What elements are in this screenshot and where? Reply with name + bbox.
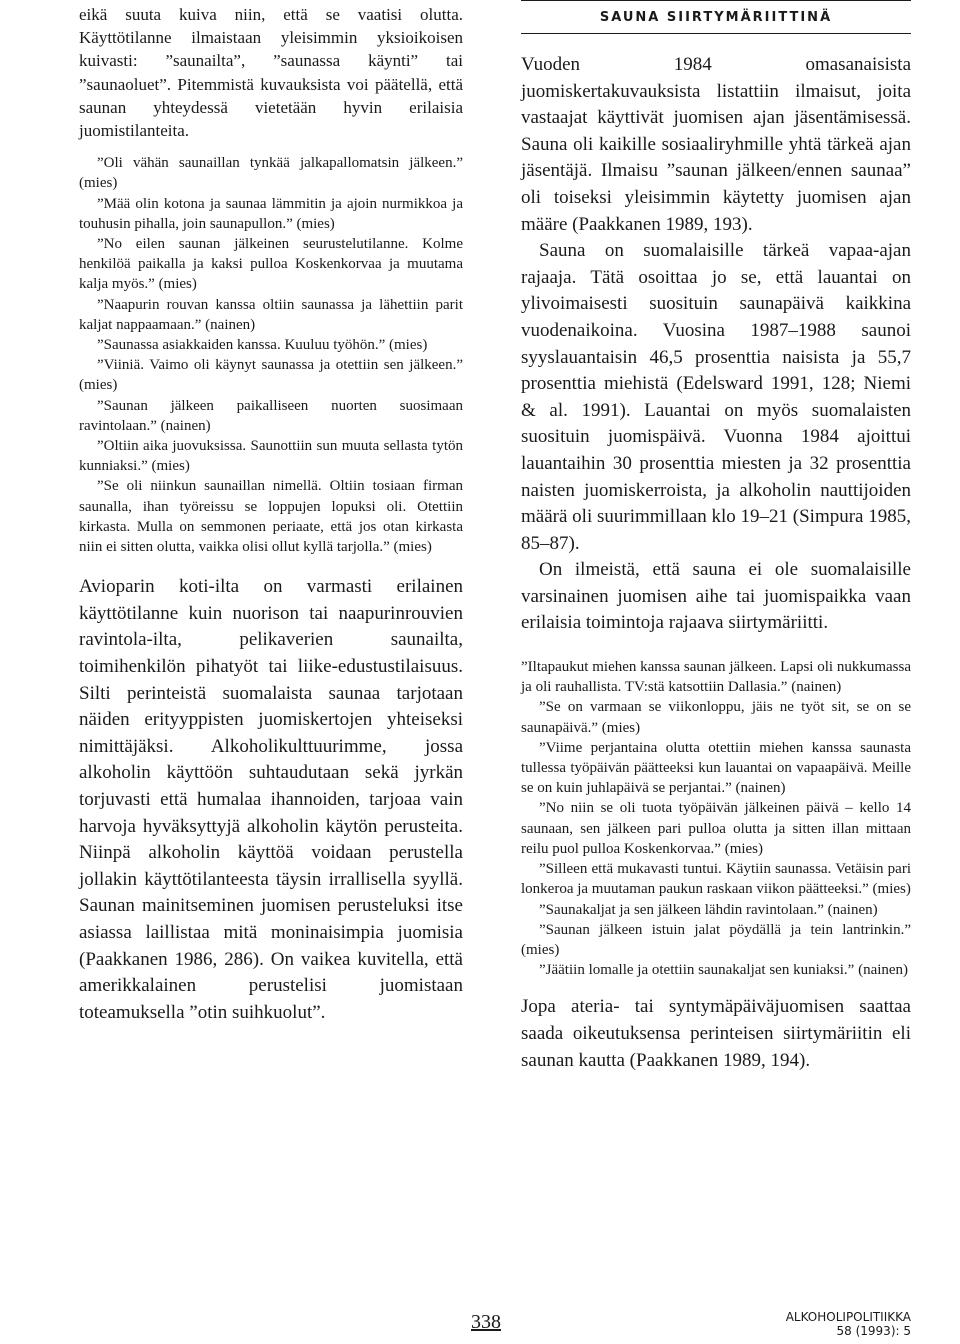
section-body [521,52,911,637]
quote-item: ”Saunassa asiakkaiden kanssa. Kuuluu työhön.” (mies) [97,337,428,354]
intro-paragraph: eikä suuta kuiva niin, että se vaatisi olutta. Käyttötilanne ilmaistaan yleisimmin yksioikoisen kuivasti: ”saunailta”, ”saunassa käynti” tai ”saunaoluet”. Pitemmistä kuvauksista voi päätellä, että saunan yhteydessä vietetään hyvin erilaisia juomistilanteita. [79,5,463,141]
quote-item: ”No eilen saunan jälkeinen seurustelutilanne. Kolme henkilöä paikalla ja kaksi pulloa Koskenkorvaa ja muutama kalja myös.” (mies) [79,236,463,293]
quote-item: ”Se oli niinkun saunaillan nimellä. Oltiin tosiaan firman saunalla, ihan työreissu se loppujen lopuksi oli. Otettiin kirkasta. Mulla on semmonen periaate, että jos otan kirkasta niin ei sitten olutta, vaikka olisi ollut kyllä tarjolla.” (mies) [79,478,463,556]
quote-item: ”No niin se oli tuota työpäivän jälkeinen päivä – kello 14 saunaan, sen jälkeen pari pulloa olutta ja sitten illan mittaan reilu puol pulloa Koskenkorvaa.” (mies) [521,800,911,857]
section-title: SAUNA SIIRTYMÄRIITTINÄ [599,10,833,25]
quote-item: ”Se on varmaan se viikonloppu, jäis ne työt sit, se on se saunapäivä.” (mies) [521,699,911,736]
quote-item: ”Saunan jälkeen paikalliseen nuorten suosimaan ravintolaan.” (nainen) [79,397,463,434]
body-paragraph: Sauna on suomalaisille tärkeä vapaa-ajan rajaaja. Tätä osoittaa jo se, että lauantai on ylivoimaisesti suosituin saunapäivä kaikkina vuodenaikoina. Vuosina 1987–1988 saunoi syyslauantaisin 46,5 prosenttia naisista ja 55,7 prosenttia miehistä (Edelsward 1991, 128; Niemi & al. 1991). Lauantai on myös suomalaisten suosituin juomispäivä. Vuonna 1984 ajoittui lauantaihin 30 prosenttia miesten ja 32 prosenttia naisten juomiskerroista, ja alkoholin nauttijoiden määrä oli suurimmillaan klo 19–21 (Simpura 1985, 85–87). [521,240,911,554]
top-rule [521,0,911,1]
title-rule [521,33,911,34]
quote-item: ”Naapurin rouvan kanssa oltiin saunassa ja lähettiin parit kaljat nappaamaan.” (nainen) [79,296,463,333]
quote-item: ”Saunan jälkeen istuin jalat pöydällä ja tein lantrinkin.” (mies) [521,921,911,958]
quote-item: ”Saunakaljat ja sen jälkeen lähdin ravintolaan.” (nainen) [539,901,878,918]
quote-item: ”Iltapaukut miehen kanssa saunan jälkeen. Lapsi oli nukkumassa ja oli rauhallista. TV:stä katsottiin Dallasia.” (nainen) [521,659,911,696]
quote-item: ”Silleen että mukavasti tuntui. Käytiin saunassa. Vetäisin pari lonkeroa ja muutaman paukun raskaan viikon päätteeksi.” (mies) [521,861,911,898]
quote-item: ”Viime perjantaina olutta otettiin miehen kanssa saunasta tullessa työpäivän päätteeksi kun lauantai on vapaapäivä. Meille se on kuin juhlapäivä se perjantai.” (nainen) [521,739,911,797]
closing-paragraph: Jopa ateria- tai syntymäpäiväjuomisen saattaa saada oikeutuksensa perinteisen siirtymäriitin eli saunan kautta (Paakkanen 1989, 194). [521,996,911,1071]
quote-item: ”Oltiin aika juovuksissa. Saunottiin sun muuta sellasta tytön kunniaksi.” (mies) [79,438,463,475]
quote-item: ”Viiniä. Vaimo oli käynyt saunassa ja otettiin sen jälkeen.” (mies) [79,357,463,394]
journal-issue: 58 (1993): 5 [836,1324,911,1338]
right-column [521,0,911,1074]
left-quote-list [79,153,463,557]
quote-item: ”Mää olin kotona ja saunaa lämmitin ja ajoin nurmikkoa ja touhusin pihalla, join saunapullon.” (mies) [79,195,463,232]
closing-paragraph: Avioparin koti-ilta on varmasti erilainen käyttötilanne kuin nuorison tai naapurinrouvien ravintola-ilta, pelikaverien saunailta, toimihenkilön pihatyöt tai liike-edustustilaisuus. Silti perinteistä suomalaista saunaa tarjotaan näiden erityyppisten juomiskertojen yhteiseksi nimittäjäksi. Alkoholikulttuurimme, jossa alkoholin käyttöön suhtaudutaan sekä jyrkän torjuvasti että humalaa ihannoiden, tarjoaa vain harvoja hyväksyttyjä alkoholin käytön perusteita. Niinpä alkoholin käyttöä voidaan perustella jollakin käyttötilanteesta täysin irrallisella syyllä. Saunan mainitseminen juomisen perusteluksi itse asiassa laillistaa mitä moninaisimpia juomisia (Paakkanen 1986, 286). On vaikea kuvitella, että amerikkalainen perustelisi juomistaan toteamuksella ”otin suihkuolut”. [79,576,463,1023]
page-number: 338 [471,1311,501,1333]
body-paragraph: Vuoden 1984 omasanaisista juomiskertakuvauksista listattiin ilmaisut, joita vastaajat käyttivät juomisen ajan jäsentämisessä. Sauna oli kaikille sosiaaliryhmille yhtä tärkeä ajan jäsentäjä. Ilmaisu ”saunan jälkeen/ennen saunaa” oli toiseksi yleisimmin käytetty juomisen ajan määre (Paakkanen 1989, 193). [521,54,911,235]
body-paragraph: On ilmeistä, että sauna ei ole suomalaisille varsinainen juomisen aihe tai juomispaikka vaan erilaisia toimintoja rajaava siirtymäriitti. [521,559,911,634]
quote-item: ”Jäätiin lomalle ja otettiin saunakaljat sen kuniaksi.” (nainen) [539,962,909,979]
journal-name: ALKOHOLIPOLITIIKKA [785,1310,911,1324]
right-quote-list [521,657,911,980]
quote-item: ”Oli vähän saunaillan tynkää jalkapallomatsin jälkeen.” (mies) [79,155,463,192]
left-column [79,0,463,1026]
journal-footer [786,1310,911,1338]
